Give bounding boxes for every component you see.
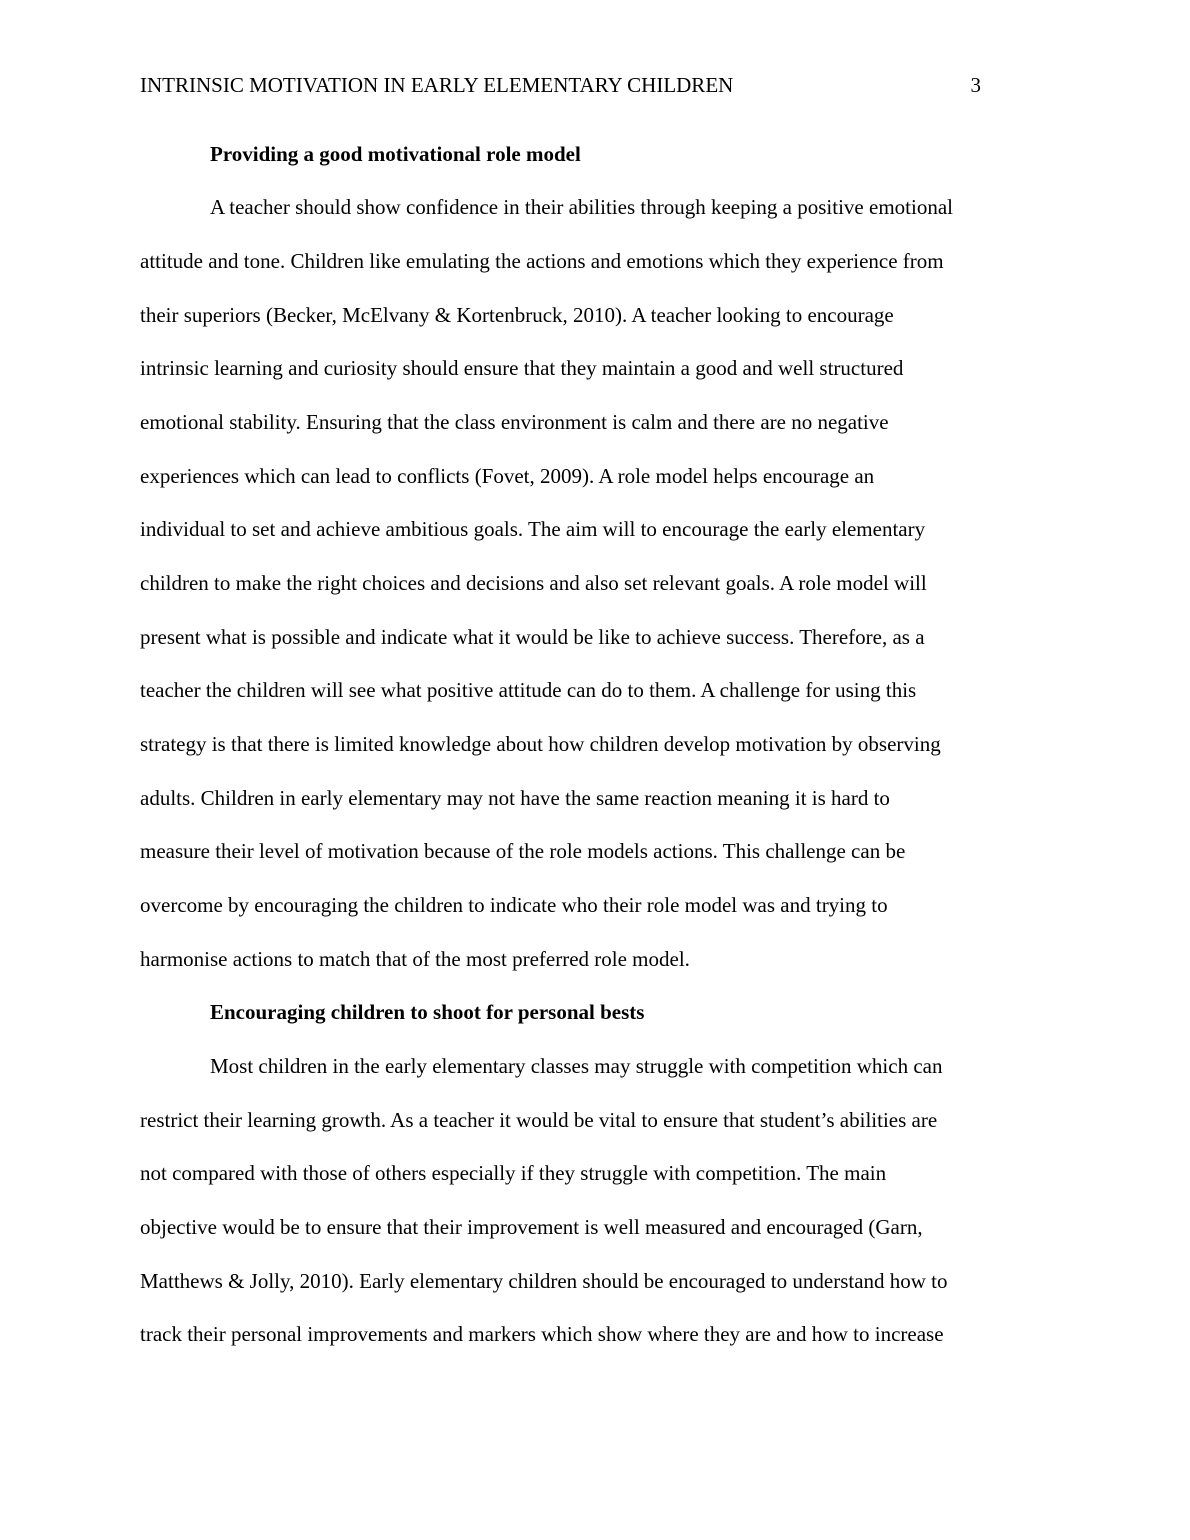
paragraph-line: experiences which can lead to conflicts (Fovet, 2009). A role model helps encourage an bbox=[140, 464, 875, 488]
paragraph-line: restrict their learning growth. As a teacher it would be vital to ensure that student’s abilities are bbox=[140, 1108, 938, 1132]
paragraph-line: intrinsic learning and curiosity should ensure that they maintain a good and well structured bbox=[140, 356, 904, 380]
paragraph-line: measure their level of motivation because of the role models actions. This challenge can be bbox=[140, 839, 906, 863]
running-head bbox=[140, 72, 981, 98]
paragraph-line: Most children in the early elementary classes may struggle with competition which can bbox=[210, 1054, 943, 1078]
paragraph-line: teacher the children will see what positive attitude can do to them. A challenge for using this bbox=[140, 678, 917, 702]
paragraph-line: overcome by encouraging the children to indicate who their role model was and trying to bbox=[140, 893, 888, 917]
paragraph-line: attitude and tone. Children like emulating the actions and emotions which they experience from bbox=[140, 249, 944, 273]
running-head-title: INTRINSIC MOTIVATION IN EARLY ELEMENTARY CHILDREN bbox=[140, 73, 734, 97]
page-number: 3 bbox=[970, 73, 981, 97]
paragraph-line: children to make the right choices and decisions and also set relevant goals. A role model will bbox=[140, 571, 927, 595]
paragraph-line: A teacher should show confidence in their abilities through keeping a positive emotional bbox=[210, 195, 953, 219]
section-heading: Providing a good motivational role model bbox=[210, 142, 581, 166]
paragraph-line: track their personal improvements and markers which show where they are and how to increase bbox=[140, 1322, 944, 1346]
paragraph-line: Matthews & Jolly, 2010). Early elementary children should be encouraged to understand how to bbox=[140, 1269, 948, 1293]
paragraph-line: emotional stability. Ensuring that the class environment is calm and there are no negative bbox=[140, 410, 889, 434]
paragraph-line: individual to set and achieve ambitious goals. The aim will to encourage the early elementary bbox=[140, 517, 926, 541]
paragraph-line: their superiors (Becker, McElvany & Kortenbruck, 2010). A teacher looking to encourage bbox=[140, 303, 894, 327]
paragraph-line: strategy is that there is limited knowledge about how children develop motivation by observing bbox=[140, 732, 941, 756]
paragraph-line: adults. Children in early elementary may not have the same reaction meaning it is hard to bbox=[140, 786, 890, 810]
paragraph-line: present what is possible and indicate what it would be like to achieve success. Therefore, as a bbox=[140, 625, 925, 649]
paragraph-line: not compared with those of others especially if they struggle with competition. The main bbox=[140, 1161, 887, 1185]
paragraph-line: harmonise actions to match that of the most preferred role model. bbox=[140, 947, 690, 971]
paragraph-line: objective would be to ensure that their improvement is well measured and encouraged (Garn, bbox=[140, 1215, 923, 1239]
section-heading: Encouraging children to shoot for personal bests bbox=[210, 1000, 645, 1024]
